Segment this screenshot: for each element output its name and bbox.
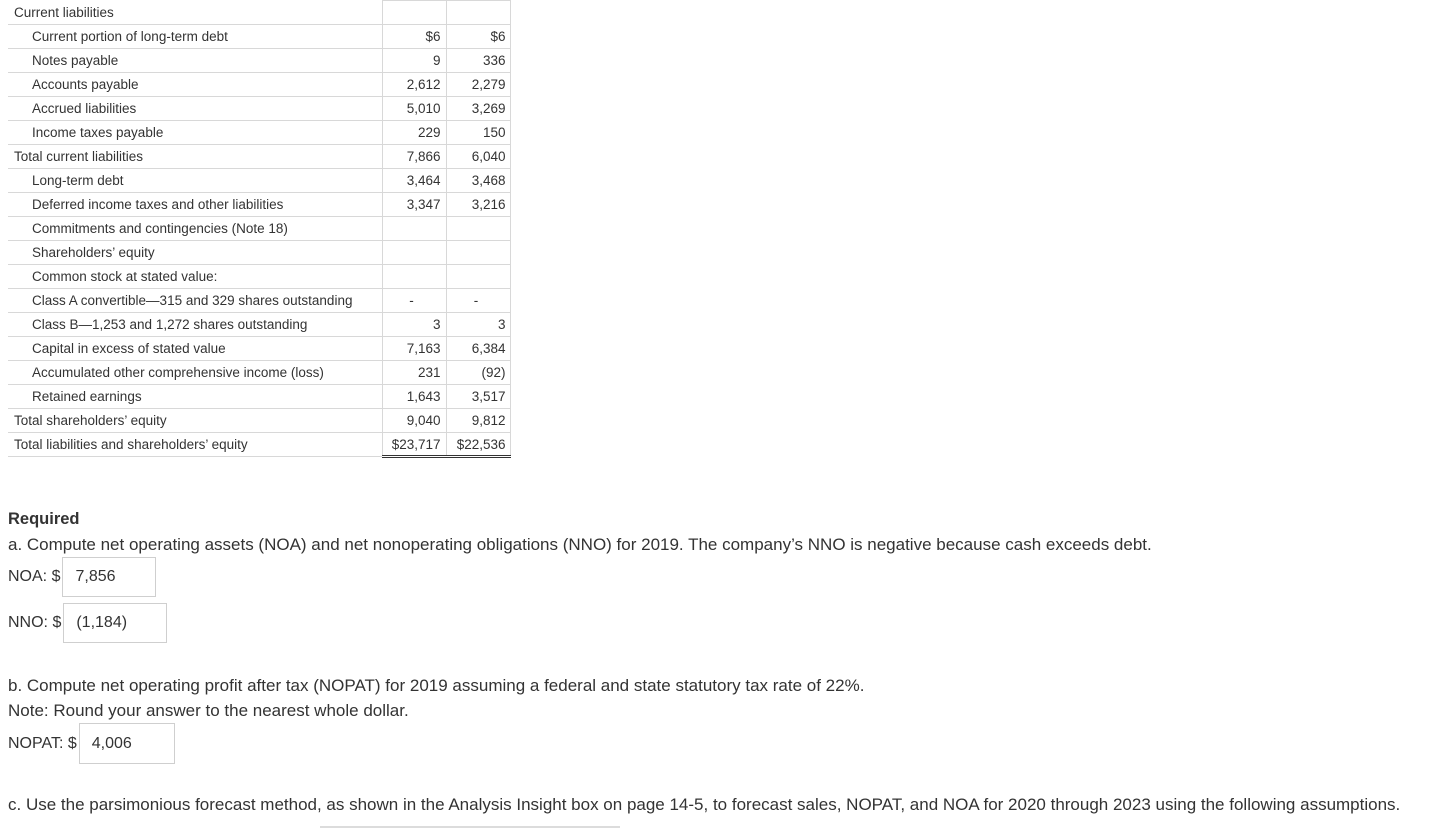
- noa-label: NOA: $: [8, 568, 61, 585]
- table-row: [8, 97, 510, 121]
- table-row: [8, 361, 510, 385]
- part-b-note: Note: Round your answer to the nearest whole dollar.: [8, 701, 409, 720]
- value-2018: [446, 265, 510, 289]
- row-label: Total liabilities and shareholders’ equity: [8, 433, 382, 457]
- table-row: [8, 193, 510, 217]
- nopat-input[interactable]: [79, 723, 175, 764]
- balance-sheet-table: [8, 0, 511, 458]
- table-row: [8, 49, 510, 73]
- nno-label: NNO: $: [8, 614, 62, 631]
- table-row: [8, 25, 510, 49]
- row-label: Current portion of long-term debt: [8, 25, 382, 49]
- value-2019: 229: [382, 121, 446, 145]
- value-2018: 2,279: [446, 73, 510, 97]
- row-label: Accrued liabilities: [8, 97, 382, 121]
- row-label: Total shareholders’ equity: [8, 409, 382, 433]
- table-row: [8, 433, 510, 457]
- noa-input[interactable]: [62, 557, 156, 597]
- value-2018: 3,216: [446, 193, 510, 217]
- value-2018: 3,517: [446, 385, 510, 409]
- value-2019: 3,347: [382, 193, 446, 217]
- row-label: Current liabilities: [8, 1, 382, 25]
- value-2018: $22,536: [446, 433, 510, 457]
- table-row: [8, 265, 510, 289]
- value-2018: [446, 217, 510, 241]
- value-2019: [382, 217, 446, 241]
- part-c-prompt: c. Use the parsimonious forecast method, as shown in the Analysis Insight box on page 14-5, to forecast sales, NOPAT, and NOA for 2020 through 2023 using the following assumptions.: [8, 795, 1401, 814]
- value-2019: 9: [382, 49, 446, 73]
- value-2018: 150: [446, 121, 510, 145]
- table-row: [8, 1, 510, 25]
- row-label: Income taxes payable: [8, 121, 382, 145]
- row-label: Deferred income taxes and other liabilities: [8, 193, 382, 217]
- value-2018: (92): [446, 361, 510, 385]
- required-heading: Required: [8, 510, 80, 528]
- value-2018: 3: [446, 313, 510, 337]
- table-row: [8, 217, 510, 241]
- value-2019: -: [382, 289, 446, 313]
- value-2019: 7,163: [382, 337, 446, 361]
- table-row: [8, 385, 510, 409]
- value-2018: 336: [446, 49, 510, 73]
- row-label: Class B—1,253 and 1,272 shares outstanding: [8, 313, 382, 337]
- value-2019: $6: [382, 25, 446, 49]
- value-2018: $6: [446, 25, 510, 49]
- row-label: Accounts payable: [8, 73, 382, 97]
- table-row: [8, 169, 510, 193]
- value-2019: 5,010: [382, 97, 446, 121]
- nopat-answer-row: [8, 723, 175, 764]
- row-label: Class A convertible—315 and 329 shares outstanding: [8, 289, 382, 313]
- table-row: [8, 337, 510, 361]
- value-2018: 3,468: [446, 169, 510, 193]
- value-2019: 3: [382, 313, 446, 337]
- row-label: Retained earnings: [8, 385, 382, 409]
- row-label: Long-term debt: [8, 169, 382, 193]
- value-2018: 6,384: [446, 337, 510, 361]
- table-row: [8, 313, 510, 337]
- row-label: Capital in excess of stated value: [8, 337, 382, 361]
- row-label: Total current liabilities: [8, 145, 382, 169]
- value-2019: $23,717: [382, 433, 446, 457]
- noa-answer-row: [8, 557, 156, 597]
- table-row: [8, 121, 510, 145]
- table-row: [8, 145, 510, 169]
- row-label: Common stock at stated value:: [8, 265, 382, 289]
- nno-input[interactable]: [63, 603, 167, 643]
- table-row: [8, 409, 510, 433]
- part-a-prompt: a. Compute net operating assets (NOA) and net nonoperating obligations (NNO) for 2019. The company’s NNO is negative because cash exceeds debt.: [8, 535, 1152, 554]
- value-2019: [382, 241, 446, 265]
- value-2019: 7,866: [382, 145, 446, 169]
- value-2019: 231: [382, 361, 446, 385]
- part-b-prompt: b. Compute net operating profit after tax (NOPAT) for 2019 assuming a federal and state statutory tax rate of 22%.: [8, 676, 865, 695]
- row-label: Accumulated other comprehensive income (loss): [8, 361, 382, 385]
- row-label: Notes payable: [8, 49, 382, 73]
- value-2019: 2,612: [382, 73, 446, 97]
- nopat-label: NOPAT: $: [8, 734, 77, 752]
- value-2019: [382, 265, 446, 289]
- value-2018: 6,040: [446, 145, 510, 169]
- nno-answer-row: [8, 603, 167, 643]
- table-row: [8, 241, 510, 265]
- value-2018: 3,269: [446, 97, 510, 121]
- table-row: [8, 289, 510, 313]
- value-2019: 9,040: [382, 409, 446, 433]
- table-row: [8, 73, 510, 97]
- value-2018: [446, 241, 510, 265]
- row-label: Shareholders’ equity: [8, 241, 382, 265]
- value-2019: 1,643: [382, 385, 446, 409]
- value-2018: 9,812: [446, 409, 510, 433]
- value-2018: -: [446, 289, 510, 313]
- value-2019: 3,464: [382, 169, 446, 193]
- row-label: Commitments and contingencies (Note 18): [8, 217, 382, 241]
